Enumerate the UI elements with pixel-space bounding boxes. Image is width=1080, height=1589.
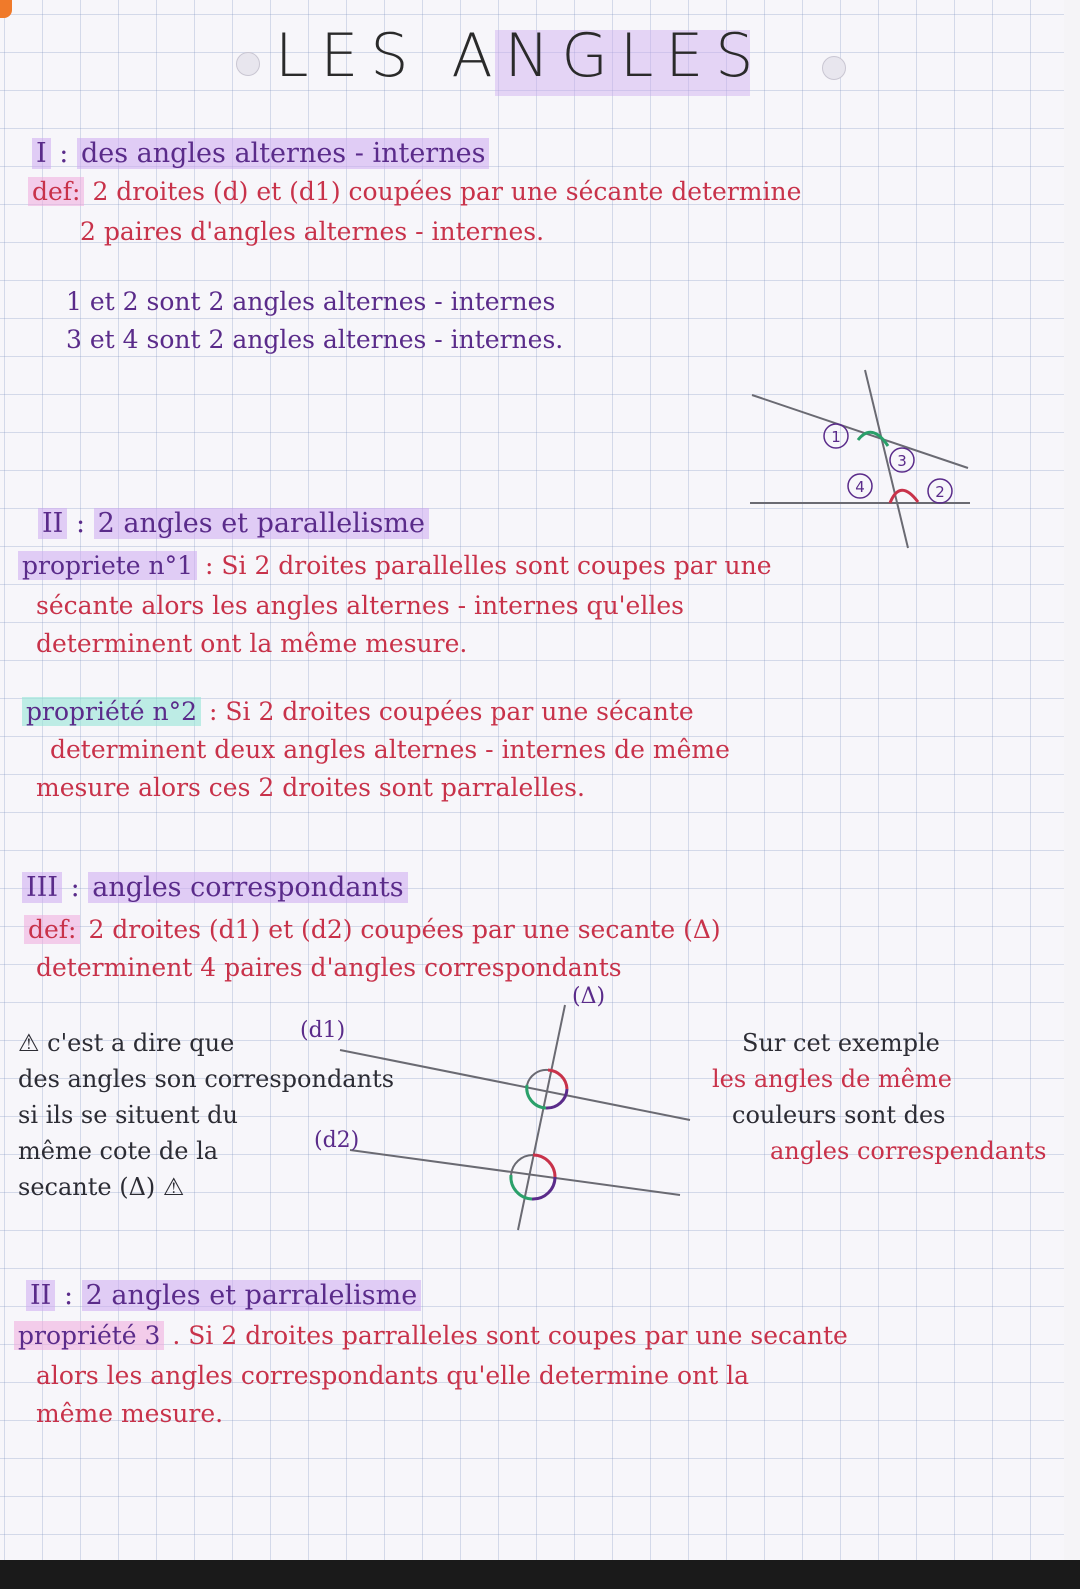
section2-number: II <box>38 508 67 539</box>
section2-heading: II : 2 angles et parallelisme <box>38 508 429 539</box>
section3-def-label: def: <box>24 915 80 944</box>
section2-prop2-line3: mesure alors ces 2 droites sont parralelles. <box>36 773 585 802</box>
section3-number: III <box>22 872 62 903</box>
section4-heading: II : 2 angles et parralelisme <box>26 1280 421 1311</box>
section4-prop3-label: propriété 3 <box>14 1321 164 1350</box>
section2-prop1-line1 <box>18 552 772 581</box>
fig2-label-d1: (d1) <box>300 1018 346 1043</box>
bottom-dark-strip <box>0 1560 1080 1589</box>
section4-prop3-line3: même mesure. <box>36 1399 224 1428</box>
fig2-label-d2: (d2) <box>314 1128 360 1153</box>
section3-note-line3: si ils se situent du <box>18 1101 238 1129</box>
section3-note-line5: secante (Δ) ⚠ <box>18 1173 185 1201</box>
section3-heading: III : angles correspondants <box>22 872 408 903</box>
figure-corresponding-angles <box>280 985 720 1245</box>
fig2-label-delta: (Δ) <box>572 984 606 1009</box>
section1-def-line1 <box>28 178 801 207</box>
fig1-label-2: 2 <box>935 483 945 501</box>
section2-prop1-line2: sécante alors les angles alternes - internes qu'elles <box>36 591 684 620</box>
section4-prop3-line1 <box>14 1322 848 1351</box>
section3-def-text1: 2 droites (d1) et (d2) coupées par une secante (Δ) <box>88 915 721 944</box>
section1-line-a: 1 et 2 sont 2 angles alternes - internes <box>66 287 556 316</box>
section1-heading: I : des angles alternes - internes <box>32 138 489 169</box>
section3-note-line1: ⚠ c'est a dire que <box>18 1029 235 1057</box>
section2-prop1-label: propriete n°1 <box>18 551 197 580</box>
section3-def-line2: determinent 4 paires d'angles correspondants <box>36 953 622 982</box>
figure-alternate-angles <box>740 360 980 560</box>
section3-def-line1 <box>24 916 721 945</box>
section2-title: 2 angles et parallelisme <box>94 508 429 539</box>
section2-prop2-line2: determinent deux angles alternes - internes de même <box>50 735 730 764</box>
section1-title: des angles alternes - internes <box>77 138 490 169</box>
fig1-label-3: 3 <box>897 452 907 470</box>
fig1-label-4: 4 <box>855 478 865 496</box>
section4-title: 2 angles et parralelisme <box>82 1280 422 1311</box>
page-title: LES ANGLES <box>275 21 766 91</box>
section3-example-line2: les angles de même <box>712 1065 952 1093</box>
section1-def-text1: 2 droites (d) et (d1) coupées par une sécante determine <box>92 177 802 206</box>
section3-note-line2: des angles son correspondants <box>18 1065 395 1093</box>
section3-example-line4: angles correspendants <box>770 1137 1047 1165</box>
section2-prop1-text1: : Si 2 droites parallelles sont coupes par une <box>205 551 772 580</box>
section4-number: II <box>26 1280 55 1311</box>
section3-note-line4: même cote de la <box>18 1137 219 1165</box>
section1-line-b: 3 et 4 sont 2 angles alternes - internes. <box>66 325 564 354</box>
section2-prop2-line1 <box>22 698 694 727</box>
section2-prop2-label: propriété n°2 <box>22 697 201 726</box>
section2-prop2-text1: : Si 2 droites coupées par une sécante <box>209 697 694 726</box>
punch-hole-left <box>236 52 260 76</box>
section3-title: angles correspondants <box>88 872 407 903</box>
section4-prop3-text1: . Si 2 droites parralleles sont coupes par une secante <box>172 1321 848 1350</box>
section1-def-line2: 2 paires d'angles alternes - internes. <box>80 217 545 246</box>
fig1-label-1: 1 <box>831 428 841 446</box>
section1-number: I <box>32 138 51 169</box>
section3-example-line1: Sur cet exemple <box>742 1029 940 1057</box>
section4-prop3-line2: alors les angles correspondants qu'elle determine ont la <box>36 1361 750 1390</box>
section3-example-line3: couleurs sont des <box>732 1101 946 1129</box>
section1-def-label: def: <box>28 177 84 206</box>
punch-hole-right <box>822 56 846 80</box>
section2-prop1-line3: determinent ont la même mesure. <box>36 629 468 658</box>
